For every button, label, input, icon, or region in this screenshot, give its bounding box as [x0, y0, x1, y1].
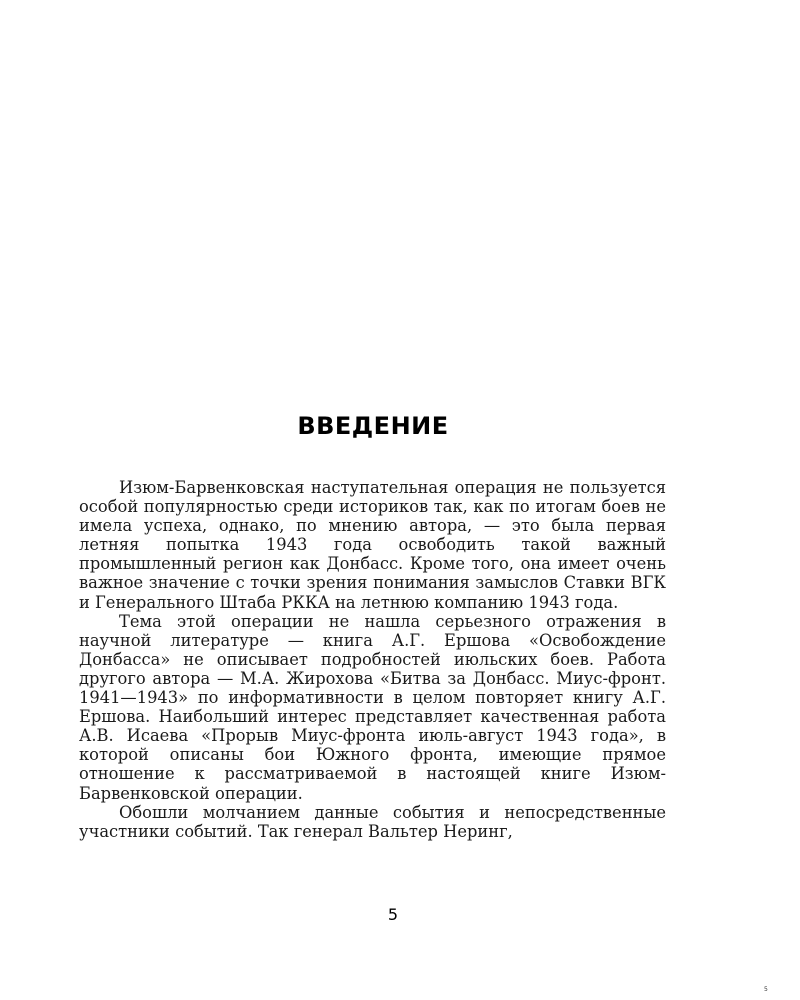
paragraph-1: Изюм-Барвенковская наступательная операция не пользуется особой популярностью среди историков так, как по итогам боев не имела успеха, однако, по мнению автора, — это была первая летняя попытка 1943 года освободить такой важный промышленный регион как Донбасс. Кроме того, она имеет очень важное значение с точки зрения понимания замыслов Ставки ВГК и Генерального Штаба РККА на летнюю компанию 1943 года. [79, 478, 666, 612]
paragraph-2: Тема этой операции не нашла серьезного отражения в научной литературе — книга А.Г. Ершова «Освобождение Донбасса» не описывает подробностей июльских боев. Работа другого автора — М.А. Жирохова «Битва за Донбасс. Миус-фронт. 1941—1943» по информативности в целом повторяет книгу А.Г. Ершова. Наибольший интерес представляет качественная работа А.В. Исаева «Прорыв Миус-фронта июль-август 1943 года», в которой описаны бои Южного фронта, имеющие прямое отношение к рассматриваемой в настоящей книге Изюм-Барвенковской операции. [79, 611, 666, 803]
page-number: 5 [387, 905, 399, 924]
paragraph-3: Обошли молчанием данные события и непосредственные участники событий. Так генерал Вальтер Неринг, [79, 802, 666, 841]
chapter-title: ВВЕДЕНИЕ [297, 412, 449, 440]
corner-page-mark: 5 [764, 986, 768, 993]
body-text [79, 478, 666, 841]
